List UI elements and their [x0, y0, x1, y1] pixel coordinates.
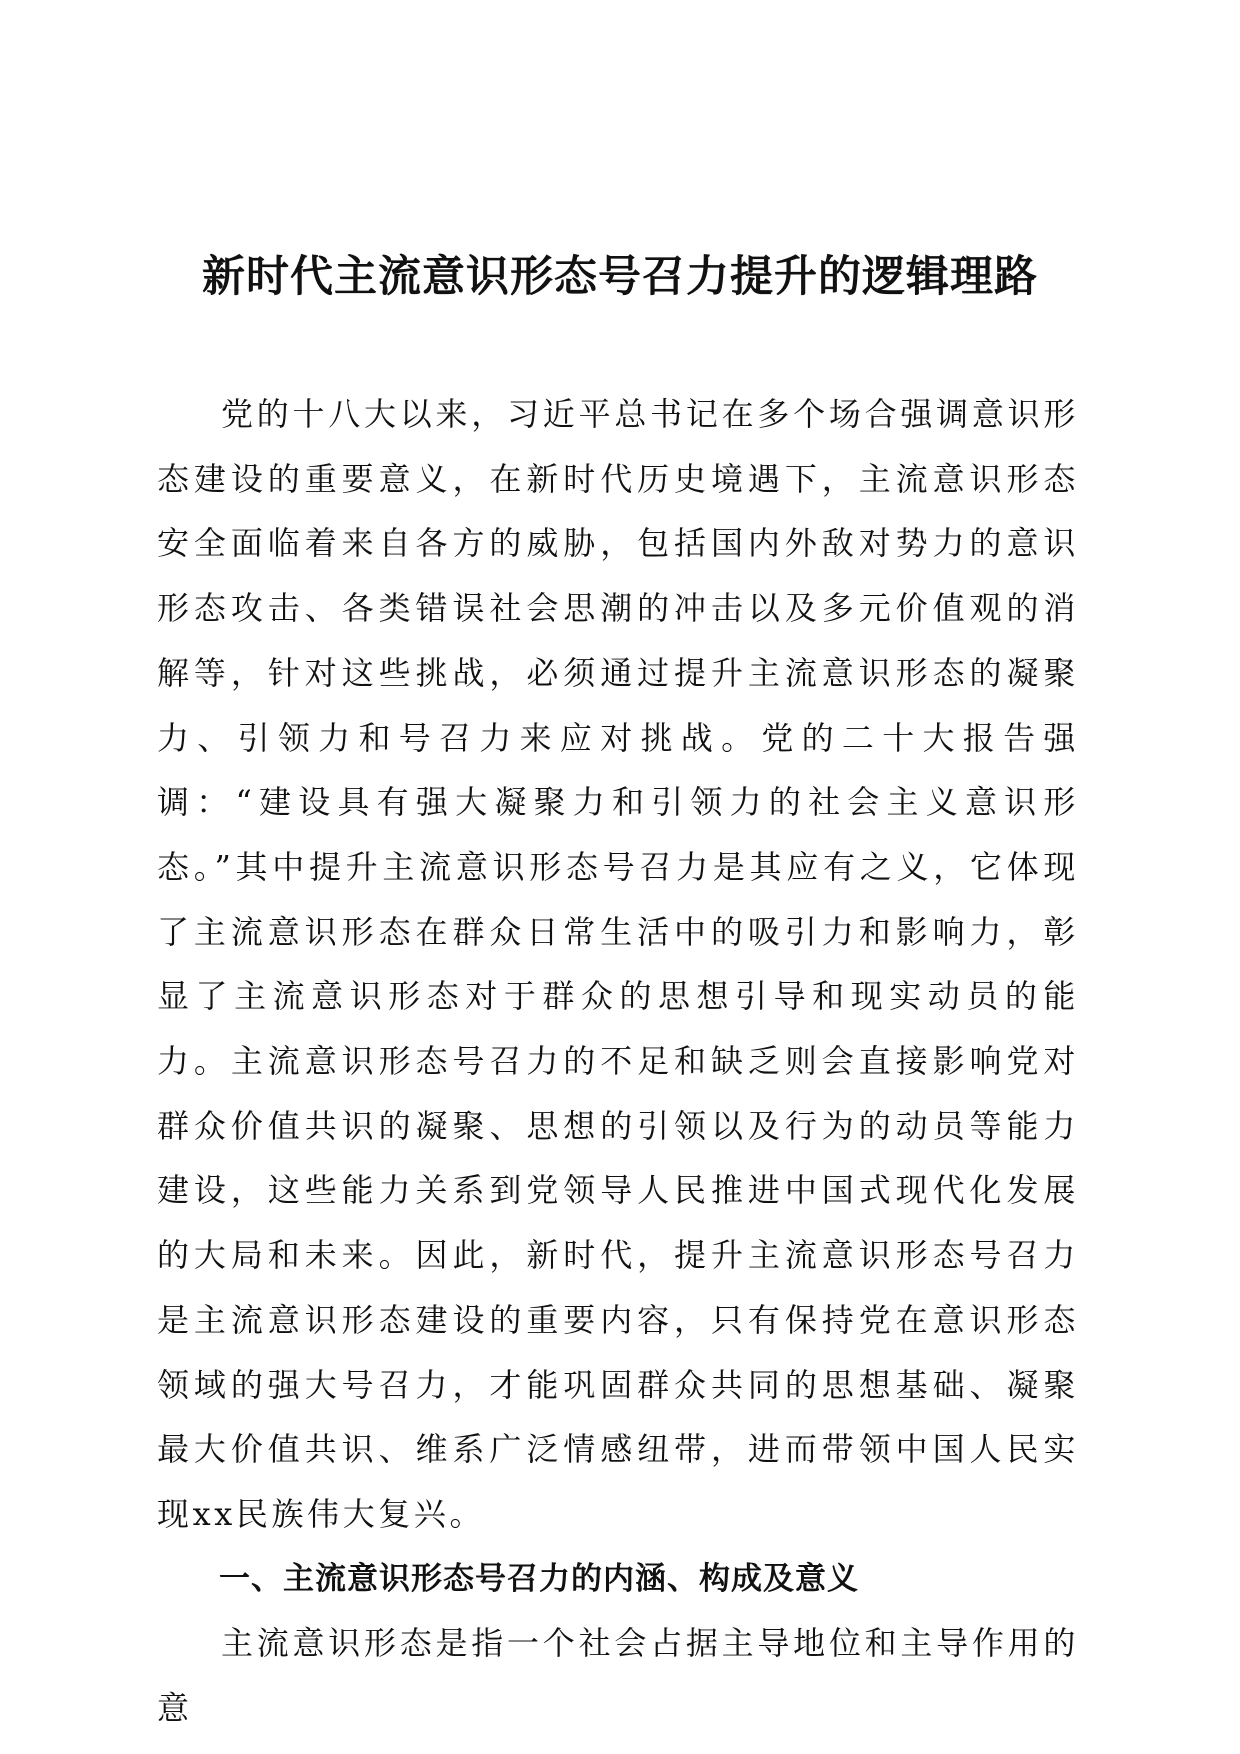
intro-paragraph: 党的十八大以来，习近平总书记在多个场合强调意识形态建设的重要意义，在新时代历史境遇下，主流意识形态安全面临着来自各方的威胁，包括国内外敌对势力的意识形态攻击、各类错误社会思潮的冲击以及多元价值观的消解等，针对这些挑战，必须通过提升主流意识形态的凝聚力、引领力和号召力来应对挑战。党的二十大报告强调：“建设具有强大凝聚力和引领力的社会主义意识形态。”其中提升主流意识形态号召力是其应有之义，它体现了主流意识形态在群众日常生活中的吸引力和影响力，彰显了主流意识形态对于群众的思想引导和现实动员的能力。主流意识形态号召力的不足和缺乏则会直接影响党对群众价值共识的凝聚、思想的引领以及行为的动员等能力建设，这些能力关系到党领导人民推进中国式现代化发展的大局和未来。因此，新时代，提升主流意识形态号召力是主流意识形态建设的重要内容，只有保持党在意识形态领域的强大号召力，才能巩固群众共同的思想基础、凝聚最大价值共识、维系广泛情感纽带，进而带领中国人民实现xx民族伟大复兴。 [157, 395, 1079, 1533]
section-heading: 一、主流意识形态号召力的内涵、构成及意义 [219, 1560, 859, 1597]
document-title: 新时代主流意识形态号召力提升的逻辑理路 [202, 252, 1038, 302]
section-paragraph: 主流意识形态是指一个社会占据主导地位和主导作用的意 [157, 1624, 1079, 1728]
document-body [157, 382, 1079, 1741]
